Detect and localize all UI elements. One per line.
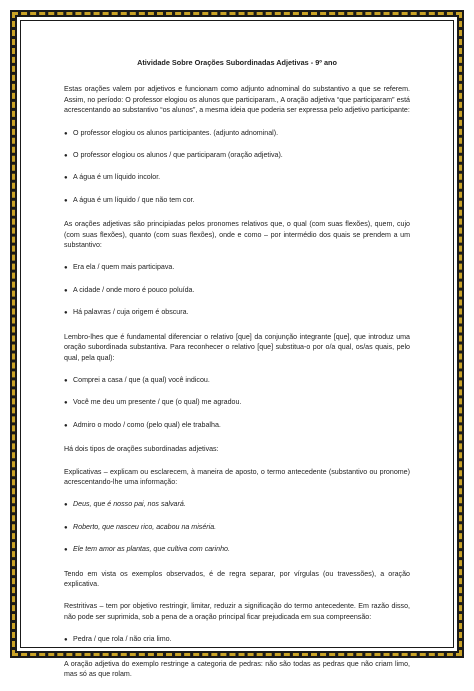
list-item: ● Você me deu um presente / que (o qual) me agradou. <box>64 397 410 408</box>
bullet-icon: ● <box>64 637 68 644</box>
restritivas-paragraph: Restritivas – tem por objetivo restringir, limitar, reduzir a significação do termo antecedente. Em razão disso, não pode ser suprimida, sob a pena de a oração principal ficar prejudicada em sua compreensão: <box>64 602 410 621</box>
bullet-icon: ● <box>64 502 68 509</box>
bullet-icon: ● <box>64 175 68 182</box>
bullet-icon: ● <box>64 400 68 407</box>
page-title: Atividade Sobre Orações Subordinadas Adjetivas - 9º ano <box>137 58 337 67</box>
comma-paragraph: Tendo em vista os exemplos observados, é de regra separar, por vírgulas (ou travessões), a oração explicativa. <box>64 569 410 588</box>
list-item: ● A água é um líquido / que não tem cor. <box>64 195 410 206</box>
list-item: ● A cidade / onde moro é pouco poluída. <box>64 285 410 296</box>
bullet-icon: ● <box>64 422 68 429</box>
pronouns-paragraph: As orações adjetivas são principiadas pelos pronomes relativos que, o qual (com suas flexões), quem, cujo (com suas flexões), quanto (com suas flexões), onde e como – por intermédio dos quais se prendem a um substantivo: <box>64 220 410 250</box>
list-item: ● Admiro o modo / como (pelo qual) ele trabalha. <box>64 420 410 431</box>
list-item: ● Há palavras / cuja origem é obscura. <box>64 307 410 318</box>
bullet-icon: ● <box>64 377 68 384</box>
list-item: ● A água é um líquido incolor. <box>64 172 410 183</box>
list-item: ● O professor elogiou os alunos / que participaram (oração adjetiva). <box>64 150 410 161</box>
conclusion-paragraph: A oração adjetiva do exemplo restringe a categoria de pedras: não são todas as pedras que não criam limo, mas só as que rolam. <box>64 659 410 678</box>
bullet-icon: ● <box>64 524 68 531</box>
remind-paragraph: Lembro-lhes que é fundamental diferenciar o relativo [que] da conjunção integrante [que], que introduz uma oração subordinada substantiva. Para reconhecer o relativo [que] substitua-o por o/a qual, os/as quais, pelo qual, pela qual): <box>64 332 410 362</box>
explicativas-paragraph: Explicativas – explicam ou esclarecem, à maneira de aposto, o termo antecedente (substantivo ou pronome) acrescentando-lhe uma informação: <box>64 467 410 486</box>
bullet-icon: ● <box>64 265 68 272</box>
list-item: ● Comprei a casa / que (a qual) você indicou. <box>64 375 410 386</box>
bullet-icon: ● <box>64 287 68 294</box>
bullet-icon: ● <box>64 153 68 160</box>
list-item: ● Roberto, que nasceu rico, acabou na miséria. <box>64 522 410 533</box>
bullet-icon: ● <box>64 197 68 204</box>
types-paragraph: Há dois tipos de orações subordinadas adjetivas: <box>64 445 219 454</box>
intro-paragraph: Estas orações valem por adjetivos e funcionam como adjunto adnominal do substantivo a que se referem. Assim, no período: O professor elogiou os alunos que participaram., A oração adjetiva “que participaram” está acrescentando ao substantivo “os alunos”, a mesma ideia que poderia ser expressa pelo adjetivo participante: <box>64 85 410 115</box>
list-item: ● O professor elogiou os alunos participantes. (adjunto adnominal). <box>64 128 410 139</box>
bullet-icon: ● <box>64 310 68 317</box>
bullet-icon: ● <box>64 547 68 554</box>
bullet-icon: ● <box>64 130 68 137</box>
list-item: ● Deus, que é nosso pai, nos salvará. <box>64 499 410 510</box>
list-item: ● Pedra / que rola / não cria limo. <box>64 634 410 645</box>
list-item: ● Ele tem amor as plantas, que cultiva com carinho. <box>64 544 410 555</box>
document-body <box>64 58 410 691</box>
list-item: ● Era ela / quem mais participava. <box>64 262 410 273</box>
